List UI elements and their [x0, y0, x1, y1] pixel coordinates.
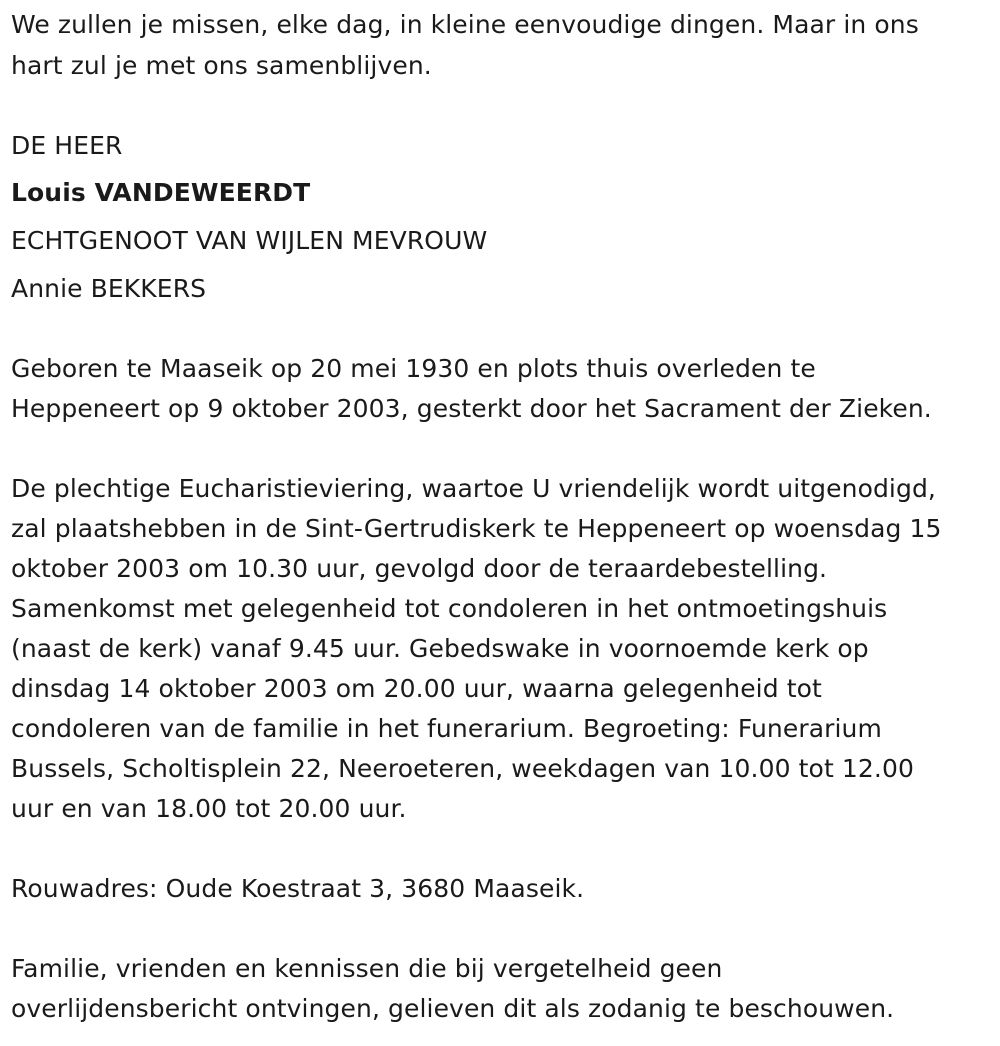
mourning-address: Rouwadres: Oude Koestraat 3, 3680 Maaseik. [11, 874, 585, 903]
intro-line: hart zul je met ons samenblijven. [11, 51, 432, 80]
relation-label: ECHTGENOOT VAN WIJLEN MEVROUW [11, 226, 488, 255]
ceremony-line: oktober 2003 om 10.30 uur, gevolgd door de teraardebestelling. [11, 554, 828, 583]
ceremony-line: condoleren van de familie in het funerarium. Begroeting: Funerarium [11, 714, 882, 743]
birth-death-line: Geboren te Maaseik op 20 mei 1930 en plots thuis overleden te [11, 354, 816, 383]
closing-line: overlijdensbericht ontvingen, gelieven dit als zodanig te beschouwen. [11, 994, 895, 1023]
ceremony-line: Samenkomst met gelegenheid tot condoleren in het ontmoetingshuis [11, 594, 888, 623]
closing-line: Familie, vrienden en kennissen die bij vergetelheid geen [11, 954, 723, 983]
honorific-title: DE HEER [11, 131, 123, 160]
ceremony-line: zal plaatshebben in de Sint-Gertrudiskerk te Heppeneert op woensdag 15 [11, 514, 942, 543]
ceremony-line: De plechtige Eucharistieviering, waartoe U vriendelijk wordt uitgenodigd, [11, 474, 936, 503]
ceremony-line: dinsdag 14 oktober 2003 om 20.00 uur, waarna gelegenheid tot [11, 674, 822, 703]
ceremony-line: Bussels, Scholtisplein 22, Neeroeteren, weekdagen van 10.00 tot 12.00 [11, 754, 914, 783]
ceremony-line: (naast de kerk) vanaf 9.45 uur. Gebedswake in voornoemde kerk op [11, 634, 869, 663]
birth-death-line: Heppeneert op 9 oktober 2003, gesterkt door het Sacrament der Zieken. [11, 394, 932, 423]
intro-line: We zullen je missen, elke dag, in kleine eenvoudige dingen. Maar in ons [11, 10, 919, 39]
spouse-name: Annie BEKKERS [11, 274, 207, 303]
deceased-name: Louis VANDEWEERDT [11, 178, 311, 207]
ceremony-line: uur en van 18.00 tot 20.00 uur. [11, 794, 407, 823]
